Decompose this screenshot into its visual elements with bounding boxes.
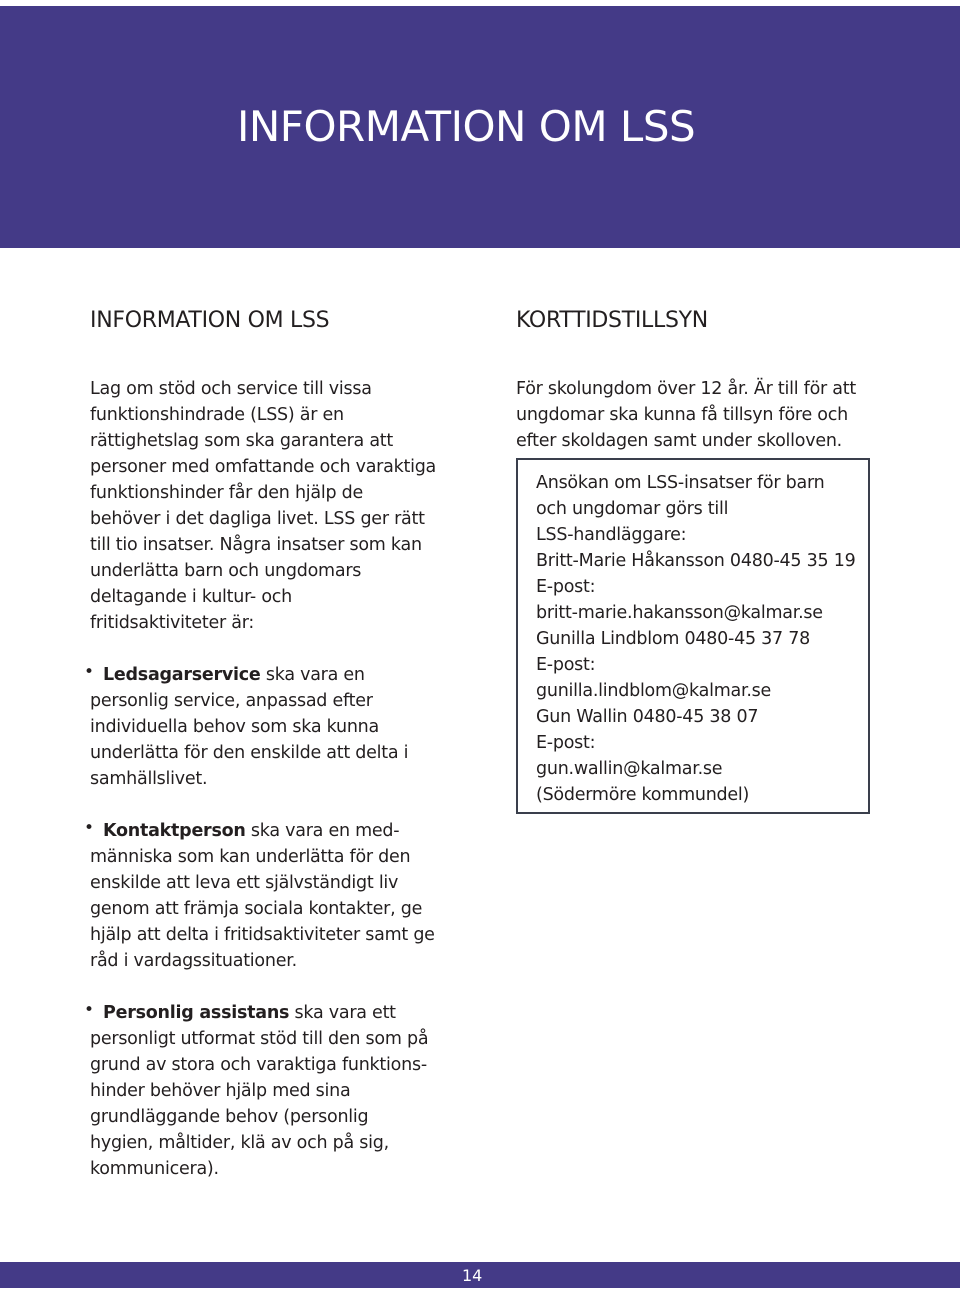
bullet-icon: • xyxy=(84,662,95,682)
list-item: • Ledsagarservice ska vara en personlig service, anpassad efter individuella behov som ska kunna underlätta för den enskilde att delta i samhällslivet. xyxy=(84,662,409,789)
contact-line: och ungdomar görs till xyxy=(536,499,729,519)
contact-line: E-post: xyxy=(536,655,596,675)
contact-line: Ansökan om LSS-insatser för barn xyxy=(536,473,825,493)
bullet-icon: • xyxy=(84,1000,95,1020)
list-item: • Personlig assistans ska vara ett personligt utformat stöd till den som på grund av stora och varaktiga funktions- hinder behöver hjälp med sina grundläggande behov (personlig hygien, måltider, klä av och på sig, kommunicera). xyxy=(84,1000,429,1179)
section-heading-korttidstillsyn: KORTTIDSTILLSYN xyxy=(516,308,708,333)
email-link[interactable]: gunilla.lindblom@kalmar.se xyxy=(536,681,772,701)
term-ledsagarservice: Ledsagarservice xyxy=(103,665,261,685)
left-column xyxy=(84,308,470,1182)
list-item: • Kontaktperson ska vara en med- människa som kan underlätta för den enskilde att leva ett självständigt liv genom att främja sociala kontakter, ge hjälp att delta i fritidsaktiviteter samt ge råd i vardagssituationer. xyxy=(84,818,435,971)
contact-line: E-post: xyxy=(536,733,596,753)
bullet-icon: • xyxy=(84,818,95,838)
contact-line: Gun Wallin 0480-45 38 07 xyxy=(536,707,759,727)
korttidstillsyn-paragraph: För skolungdom över 12 år. Är till för att ungdomar ska kunna få tillsyn före och efter skoldagen samt under skolloven. xyxy=(516,379,856,451)
term-personlig-assistans: Personlig assistans xyxy=(103,1003,290,1023)
email-link[interactable]: gun.wallin@kalmar.se xyxy=(536,759,723,779)
section-heading-lss: INFORMATION OM LSS xyxy=(90,308,330,333)
contact-line: LSS-handläggare: xyxy=(536,525,687,545)
page-number: 14 xyxy=(462,1266,483,1285)
contact-line: E-post: xyxy=(536,577,596,597)
intro-paragraph: Lag om stöd och service till vissa funktionshindrade (LSS) är en rättighetslag som ska garantera att personer med omfattande och varaktiga funktionshinder får den hjälp de behöver i det dagliga livet. LSS ger rätt till tio insatser. Några insatser som kan underlätta barn och ungdomars deltagande i kultur- och fritidsaktiviteter är: xyxy=(90,379,437,633)
contact-line: (Södermöre kommundel) xyxy=(536,785,750,805)
email-link[interactable]: britt-marie.hakansson@kalmar.se xyxy=(536,603,823,623)
contact-line: Britt-Marie Håkansson 0480-45 35 19 xyxy=(536,551,856,571)
contact-line: Gunilla Lindblom 0480-45 37 78 xyxy=(536,629,810,649)
term-kontaktperson: Kontaktperson xyxy=(103,821,246,841)
page-title: INFORMATION OM LSS xyxy=(237,102,696,151)
contact-box xyxy=(516,458,870,814)
right-column xyxy=(516,308,896,454)
